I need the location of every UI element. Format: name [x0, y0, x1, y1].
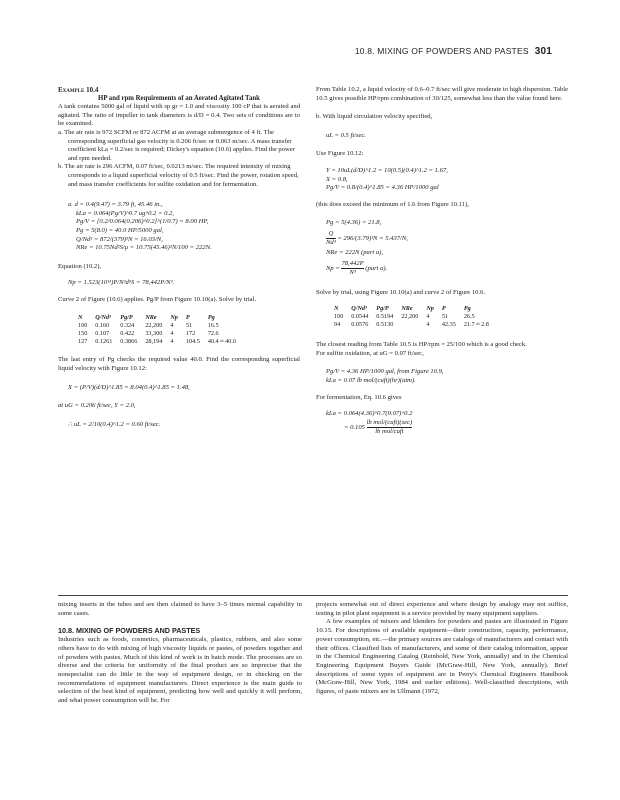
- np-numerator: 78,442P: [341, 259, 364, 267]
- table-cell: 104.5: [185, 338, 200, 346]
- q-fraction: [326, 230, 336, 247]
- kla-eq: = 0.105: [344, 423, 365, 431]
- exceed-text: (this does exceed the minimum of 1.6 from Figure 10.11),: [316, 200, 469, 208]
- col-header: Np: [170, 314, 178, 322]
- running-header: [355, 46, 552, 57]
- q-rhs: = 296/(3.79)³N = 5.437/N,: [337, 234, 408, 242]
- col-header: N: [334, 305, 339, 313]
- table-cell: 33,300: [145, 330, 163, 338]
- example-intro: A tank contains 5000 gal of liquid with sp gr = 1.0 and viscosity 100 cP that is aerated and agitated. The ratio of impeller to tank diameters is d/D = 0.4. Two sets of conditions are to be examined.: [58, 103, 300, 128]
- closest-reading-text: The closest reading from Table 10.5 is HP/rpm = 25/100 which is a good check.: [316, 341, 527, 349]
- table-cell: 0.422: [120, 330, 135, 338]
- col-header: N: [78, 314, 83, 322]
- table-cell: 0.5194: [376, 313, 394, 321]
- col-header: NRe: [145, 314, 157, 322]
- from-table-text: From Table 10.2, a liquid velocity of 0.6–0.7 ft/sec will give moderate to high dispersion. Table 10.5 gives possible HP/rpm combination of 30/125, somewhat less than the value found here.: [316, 86, 568, 102]
- section-heading: 10.8. MIXING OF POWDERS AND PASTES: [58, 626, 201, 636]
- table-cell: 16.5: [207, 322, 219, 330]
- last-entry-text: The last entry of Pg checks the required value 40.0. Find the corresponding superficial liquid velocity with Figure 10.12:: [58, 356, 300, 373]
- part-b-text: b. With liquid circulation velocity specified,: [316, 113, 433, 121]
- example-left-column: [58, 86, 300, 429]
- table-row: [330, 321, 493, 329]
- table-row: [74, 322, 240, 330]
- col-header: Q/Nd³: [351, 305, 367, 313]
- table-row: [74, 338, 240, 346]
- sulfite-text: For sulfite oxidation, at uG = 0.07 ft/sec,: [316, 349, 424, 357]
- equation-reference: Equation (10.2),: [58, 262, 102, 270]
- table-cell: 0.160: [95, 322, 110, 330]
- table-row: [74, 330, 240, 338]
- section-paragraph: Industries such as foods, cosmetics, pharmaceuticals, plastics, rubbers, and also some others have to do with mixing of high viscosity liquids or pastes, of powders together and of powders with pastes. Much of this kind of work is in batch mode. The processes are so diverse and the criteria for uniformity of the final product are so imprecise that the nonspecialist can do little in the way of equipment design, or in checking on the recommendations of equipment manufacturers. Direct experience is the main guide to selection of the best kind of equipment, predicting how well and quickly it will perform, and what power consumption will be. For: [58, 636, 302, 705]
- col-header: Q/Nd³: [95, 314, 111, 322]
- table-cell: 4: [170, 330, 174, 338]
- trial-table-b: [330, 305, 493, 329]
- body-right-column: [316, 601, 568, 697]
- table-cell: 94: [334, 321, 341, 329]
- curve-text: Curve 2 of Figure (10.6) applies. Pg/P from Figure 10.10(a). Solve by trial.: [58, 295, 257, 303]
- np-equation: [316, 260, 568, 277]
- x-value: X = 0.8,: [326, 175, 348, 183]
- table-cell: 22,200: [145, 322, 163, 330]
- kla-fermentation: kLa = 0.064(4.36)^0.7(0.07)^0.2: [326, 410, 413, 418]
- table-cell: 51: [185, 322, 193, 330]
- table-cell: 0.107: [95, 330, 110, 338]
- part-b-calculation: [316, 219, 568, 276]
- pv-sulfite: Pg/V = 4.36 HP/1000 gal, from Figure 10.9,: [326, 368, 444, 376]
- x-equation: X = (P/V)(d/D)^1.85 = 8.04(0.4)^1.85 = 1.48,: [68, 383, 190, 391]
- pg-v-equation: Pg/V = 0.8/(0.4)^1.85 = 4.36 HP/1000 gal: [326, 184, 439, 192]
- example-label: Example 10.4: [58, 86, 99, 94]
- pg-calc: Pg = 5(4.36) = 21.8,: [326, 219, 382, 227]
- condition-b: b. The air rate is 296 ACFM, 0.07 ft/sec, 0.0213 m/sec. The required intensity of mixing corresponds to a liquid superficial velocity of 0.5 ft/sec. Find the power, rotation speed, and mass transfer coefficients for sulfite oxidation and for fermentation.: [58, 163, 299, 188]
- col-header: Pg: [207, 314, 215, 322]
- table-cell: 22,200: [401, 313, 419, 321]
- np-fraction: [341, 260, 363, 277]
- table-cell: 28,194: [145, 338, 163, 346]
- table-cell: 21.7 ≈ 2.8: [463, 321, 489, 329]
- fermentation-text: For fermentation, Eq. 10.6 gives: [316, 393, 402, 401]
- col-header: P: [441, 305, 446, 313]
- table-cell: 4: [170, 322, 174, 330]
- use-figure-text: Use Figure 10.12:: [316, 150, 364, 158]
- kla-denominator: lb mol/cuft: [375, 427, 404, 435]
- table-cell: 0.3866: [120, 338, 138, 346]
- table-header-row: [330, 305, 493, 313]
- condition-a: a. The air rate is 972 SCFM or 872 ACFM at an average submergence of 4 ft. The corresponding superficial gas velocity is 0.206 ft/sec or 0.063 m/sec. A mass transfer coefficient kLa = 0.2/sec is required; Dickey's equation (10.6) applies. Find the power and rpm needed.: [58, 128, 295, 162]
- ug-equation: at uG = 0.206 ft/sec, Y = 2.0,: [58, 402, 136, 410]
- col-header: NRe: [401, 305, 413, 313]
- ul-spec: uL = 0.5 ft/sec.: [326, 131, 367, 139]
- table-cell: 4: [426, 313, 430, 321]
- part-a-calculation: [58, 201, 300, 253]
- table-row: [330, 313, 493, 321]
- calc-line: Q/Nd³ = 872/(379)³N = 16.03/N,: [76, 235, 163, 243]
- calc-line: NRe = 10.75Nd²S/μ = 10.75(45.46)²N/100 = 222N.: [76, 244, 212, 252]
- col-header: P: [185, 314, 190, 322]
- table-cell: 26.5: [463, 313, 475, 321]
- power-number-equation: Np = 1.523(10¹³)P/N³d⁵S = 78,442P/N³.: [68, 279, 175, 287]
- calc-line: Pg/V = [0.2/0.064(0.206)^0.2]^(1/0.7) = 8.00 HP,: [76, 218, 209, 226]
- table-cell: 72.6: [207, 330, 219, 338]
- np-denominator: N³: [349, 268, 356, 276]
- table-header-row: [74, 314, 240, 322]
- solve-text: Solve by trial, using Figure 10.10(a) and curve 2 of Figure 10.6.: [316, 288, 486, 296]
- continued-text: mixing inserts in the tubes and are then claimed to have 3–5 times normal capability in some cases.: [58, 601, 302, 617]
- table-cell: 0.324: [120, 322, 135, 330]
- np-lhs: Np =: [326, 264, 342, 272]
- col-header: Pg/P: [120, 314, 133, 322]
- q-nd3-equation: [316, 230, 568, 247]
- table-cell: 150: [78, 330, 88, 338]
- table-cell: 42.35: [441, 321, 456, 329]
- page-number: 301: [534, 46, 552, 57]
- table-cell: 100: [334, 313, 344, 321]
- table-cell: [397, 321, 422, 329]
- table-cell: 172: [185, 330, 196, 338]
- calc-line: Pg = 5(8.0) = 40.0 HP/5000 gal,: [76, 226, 164, 234]
- paragraph-1: projects somewhat out of direct experience and where design by analogy may not suffice, testing in pilot plant equipment is a service provided by many equipment suppliers.: [316, 601, 568, 617]
- section-title: 10.8. MIXING OF POWDERS AND PASTES: [354, 46, 529, 56]
- body-left-column: [58, 601, 302, 706]
- calc-line: a. d = 0.4(9.47) = 3.79 ft, 45.46 in.,: [68, 201, 163, 209]
- col-header: Pg: [463, 305, 471, 313]
- table-cell: 0.5130: [376, 321, 394, 329]
- table-cell: 0.0576: [351, 321, 369, 329]
- example-title: HP and rpm Requirements of an Aerated Agitated Tank: [98, 94, 260, 102]
- q-denominator: Nd³: [326, 238, 336, 246]
- example-right-column: [316, 86, 568, 436]
- kla-fraction: [367, 419, 413, 436]
- y-equation: Y = 10uL(d/D)^1.2 = 10(0.5)(0.4)^1.2 = 1.67,: [326, 166, 448, 174]
- kla-numerator: lb mol/(cuft)(sec): [366, 418, 413, 426]
- table-cell: 40.4 ≈ 40.0: [207, 338, 236, 346]
- nre-equation: NRe = 222N (part a),: [326, 248, 384, 256]
- table-cell: 4: [170, 338, 174, 346]
- table-cell: 0.1261: [95, 338, 113, 346]
- table-cell: 127: [78, 338, 88, 346]
- col-header: Np: [426, 305, 434, 313]
- table-cell: 100: [78, 322, 88, 330]
- calc-line: kLa = 0.064(Pg/V)^0.7 ug^0.2 = 0.2,: [76, 209, 174, 217]
- q-numerator: Q: [326, 230, 336, 239]
- ul-equation: ∴ uL = 2/10(0.4)^1.2 = 0.60 ft/sec.: [68, 420, 161, 428]
- trial-table-a: [74, 314, 240, 346]
- kla-result: [316, 419, 568, 436]
- table-cell: 0.0544: [351, 313, 369, 321]
- paragraph-2: A few examples of mixers and blenders for powders and pastes are illustrated in Figure 10.15. For descriptions of available equipment—their construction, capacity, performance, power consumption, etc.—the primary sources are catalogs of manufacturers and contact with their offices. Classified lists of manufacturers, and some of their catalog information, appear in the Chemical Engineering Catalog (Reinhold, New York, annually) and in the Chemical Engineering Equipment Buyers Guide (McGraw-Hill, New York, annually). Brief descriptions of some types of equipment are in Perry's Chemical Engineers Handbook (McGraw-Hill, New York, 1984 and earlier editions). Well-classified descriptions, with figures, of paste mixers are in Ullmann (1972,: [316, 618, 568, 696]
- example-divider: [58, 595, 568, 596]
- np-rhs: (part a).: [365, 264, 388, 272]
- table-cell: 51: [441, 313, 449, 321]
- kla-sulfite: kLa = 0.07 lb mol/(cuft)(hr)(atm).: [326, 376, 416, 384]
- col-header: Pg/P: [376, 305, 389, 313]
- table-cell: 4: [426, 321, 430, 329]
